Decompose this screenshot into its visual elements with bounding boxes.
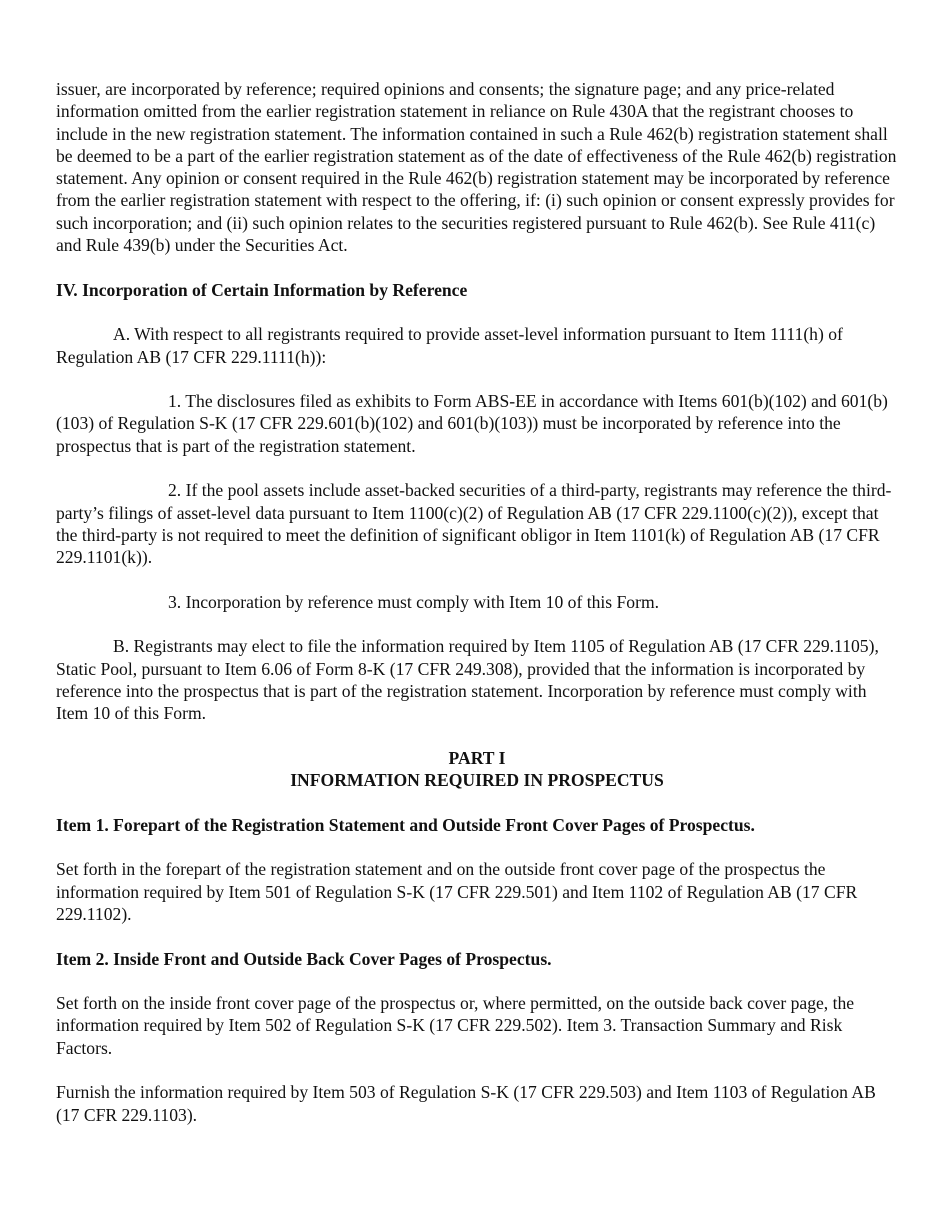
- item-2-body: Set forth on the inside front cover page of the prospectus or, where permitted, on the outside back cover page, the information required by Item 502 of Regulation S-K (17 CFR 229.502). Item 3. Transaction Summary and Risk Factors.: [56, 993, 855, 1058]
- part-i-title: [56, 747, 898, 792]
- part-i-subtitle: INFORMATION REQUIRED IN PROSPECTUS: [290, 770, 664, 791]
- intro-paragraph: issuer, are incorporated by reference; required opinions and consents; the signature page; and any price-related information omitted from the earlier registration statement in reliance on Rule 430A that the registrant chooses to include in the new registration statement. The information contained in such a Rule 462(b) registration statement shall be deemed to be a part of the earlier registration statement as of the date of effectiveness of the Rule 462(b) registration statement. Any opinion or consent required in the Rule 462(b) registration statement may be incorporated by reference from the earlier registration statement with respect to the offering, if: (i) such opinion or consent expressly provides for such incorporation; and (ii) such opinion relates to the securities registered pursuant to Rule 462(b). See Rule 411(c) and Rule 439(b) under the Securities Act.: [56, 79, 897, 256]
- item-2-heading: Item 2. Inside Front and Outside Back Cover Pages of Prospectus.: [56, 948, 552, 969]
- item-3-body: Furnish the information required by Item 503 of Regulation S-K (17 CFR 229.503) and Item 1103 of Regulation AB (17 CFR 229.1103).: [56, 1082, 876, 1125]
- part-i-label: PART I: [448, 747, 506, 768]
- item-1-body: Set forth in the forepart of the registration statement and on the outside front cover page of the prospectus the information required by Item 501 of Regulation S-K (17 CFR 229.501) and Item 1102 of Regulation AB (17 CFR 229.1102).: [56, 859, 858, 924]
- item-1-heading: Item 1. Forepart of the Registration Statement and Outside Front Cover Pages of Prospectus.: [56, 814, 755, 835]
- section-iv-heading: IV. Incorporation of Certain Information by Reference: [56, 279, 468, 300]
- section-iv-item-2: 2. If the pool assets include asset-backed securities of a third-party, registrants may reference the third-party’s filings of asset-level data pursuant to Item 1100(c)(2) of Regulation AB (17 CFR 229.1100(c)(2)), except that the third-party is not required to meet the definition of significant obligor in Item 1101(k) of Regulation AB (17 CFR 229.1101(k)).: [56, 480, 892, 568]
- section-iv-paragraph-a: A. With respect to all registrants required to provide asset-level information pursuant to Item 1111(h) of Regulation AB (17 CFR 229.1111(h)):: [56, 324, 843, 367]
- document-page: [56, 78, 898, 1148]
- section-iv-item-3: 3. Incorporation by reference must comply with Item 10 of this Form.: [168, 591, 660, 612]
- section-iv-paragraph-b: B. Registrants may elect to file the information required by Item 1105 of Regulation AB (17 CFR 229.1105), Static Pool, pursuant to Item 6.06 of Form 8-K (17 CFR 249.308), provided that the information is incorporated by reference into the prospectus that is part of the registration statement. Incorporation by reference must comply with Item 10 of this Form.: [56, 636, 879, 724]
- section-iv-item-1: 1. The disclosures filed as exhibits to Form ABS-EE in accordance with Items 601(b)(102) and 601(b)(103) of Regulation S-K (17 CFR 229.601(b)(102) and 601(b)(103)) must be incorporated by reference into the prospectus that is part of the registration statement.: [56, 391, 888, 456]
